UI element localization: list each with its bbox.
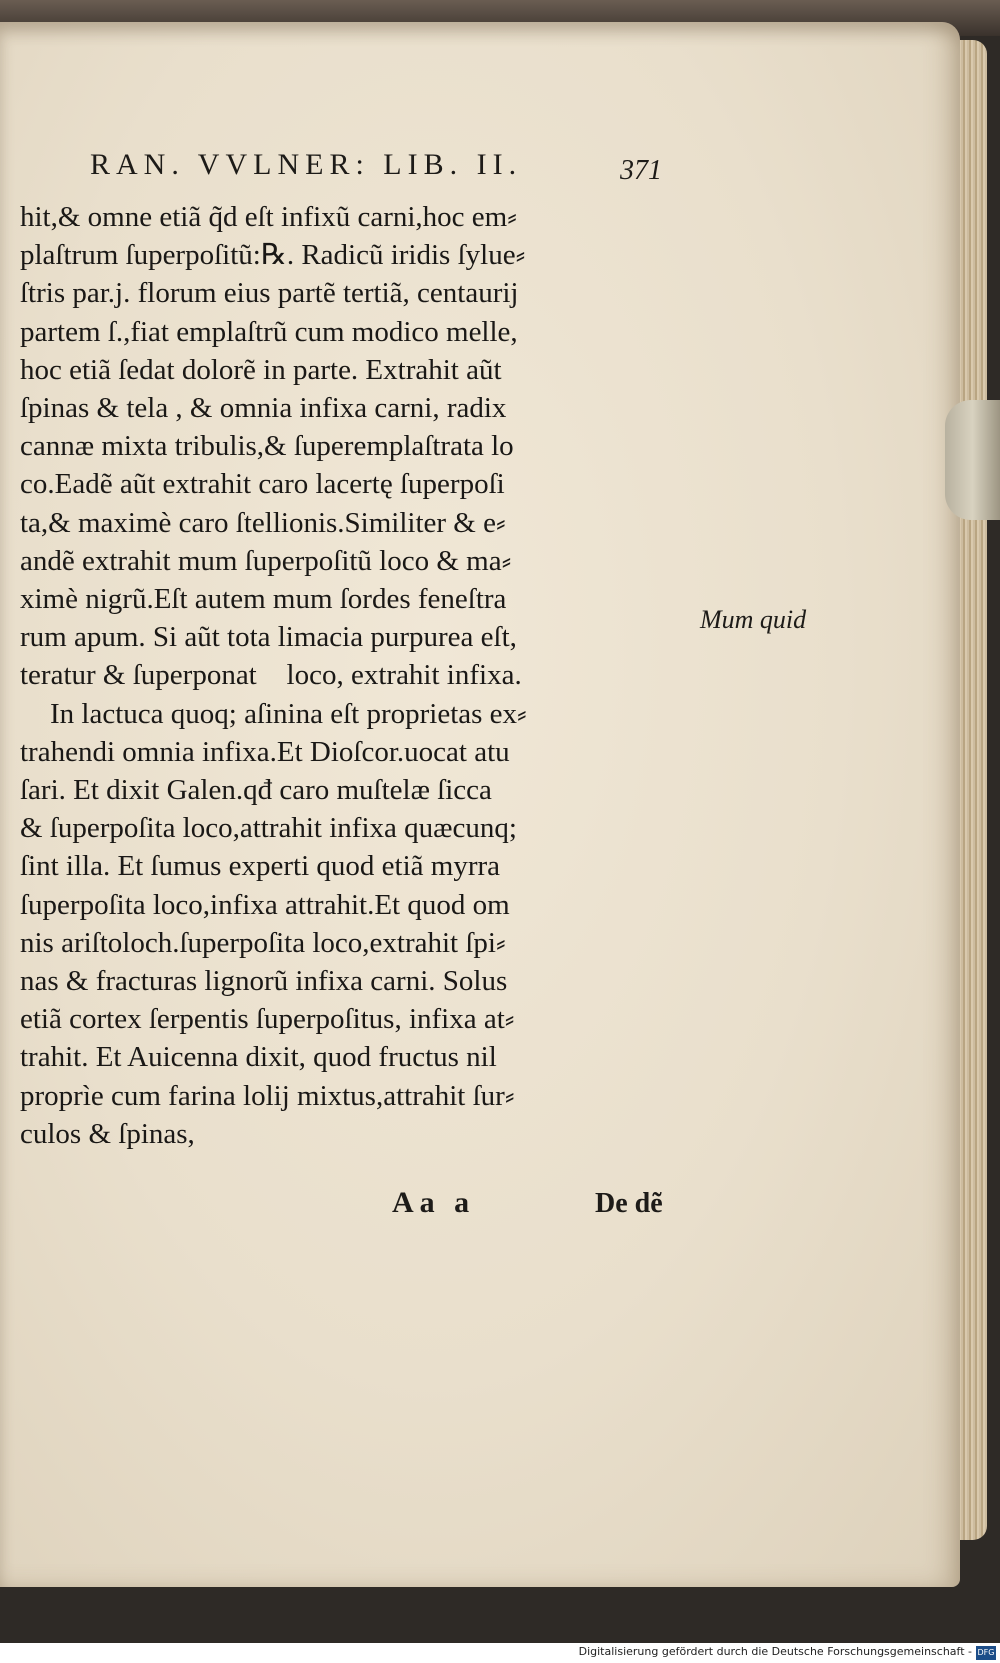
running-head: RAN. VVLNER: LIB. II. [90, 148, 523, 181]
text-line: ſpinas & tela , & omnia infixa carni, radix [20, 392, 507, 425]
text-line: co.Eadẽ aũt extrahit caro lacertę ſuperpoſi [20, 468, 505, 501]
funding-credit: Digitalisierung gefördert durch die Deutsche Forschungsgemeinschaft - [578, 1645, 972, 1658]
footer-bar [0, 1643, 1000, 1663]
text-line: ſuperpoſita loco,infixa attrahit.Et quod om [20, 888, 510, 921]
page-number: 371 [620, 155, 662, 186]
text-line: ſtris par.j. florum eius partẽ tertiã, centaurij [20, 277, 519, 310]
catchword: De dẽ [595, 1188, 663, 1219]
text-line: cannæ mixta tribulis,& ſuperemplaſtrata lo [20, 430, 514, 463]
text-line: hoc etiã ſedat dolorẽ in parte. Extrahit aũt [20, 353, 502, 386]
body-text [20, 198, 680, 1153]
text-line: ſari. Et dixit Galen.qđ caro muſtelæ ſicca [20, 774, 492, 807]
text-line: proprìe cum farina lolij mixtus,attrahit ſur⸗ [20, 1079, 515, 1112]
text-line: trahit. Et Auicenna dixit, quod fructus nil [20, 1041, 497, 1074]
page-tab-marker [945, 400, 1000, 520]
dfg-logo: DFG [976, 1646, 996, 1660]
text-line: teratur & ſuperponatᷣ loco, extrahit infixa. [20, 659, 522, 692]
text-line: ſint illa. Et ſumus experti quod etiã myrra [20, 850, 501, 883]
text-line: rum apum. Si aũt tota limacia purpurea eſt, [20, 621, 517, 654]
marginal-note: Mum quid [700, 605, 807, 634]
text-line: etiã cortex ſerpentis ſuperpoſitus, infixa at⸗ [20, 1003, 515, 1036]
text-line: & ſuperpoſita loco,attrahit infixa quæcunq; [20, 812, 517, 845]
text-line: andẽ extrahit mum ſuperpoſitũ loco & ma⸗ [20, 544, 512, 577]
text-line: partem ſ.,fiat emplaſtrũ cum modico melle, [20, 315, 518, 348]
text-line: ximè nigrũ.Eſt autem mum ſordes feneſtra [20, 583, 507, 616]
text-line: plaſtrum ſuperpoſitũ:℞. Radicũ iridis ſylue⸗ [20, 239, 526, 272]
text-line: ta,& maximè caro ſtellionis.Similiter & e⸗ [20, 506, 506, 539]
text-line: In lactuca quoq; aſinina eſt proprietas ex⸗ [50, 697, 527, 730]
signature-mark: Aa a [392, 1186, 476, 1219]
text-line: nas & fracturas lignorũ infixa carni. Solus [20, 965, 508, 998]
text-line: trahendi omnia infixa.Et Dioſcor.uocat atu [20, 735, 510, 768]
text-line: nis ariſtoloch.ſuperpoſita loco,extrahit ſpi⸗ [20, 926, 506, 959]
text-line: culos & ſpinas, [20, 1117, 195, 1150]
text-line: hit,& omne etiã q̃d eſt infixũ carni,hoc em⸗ [20, 201, 517, 233]
